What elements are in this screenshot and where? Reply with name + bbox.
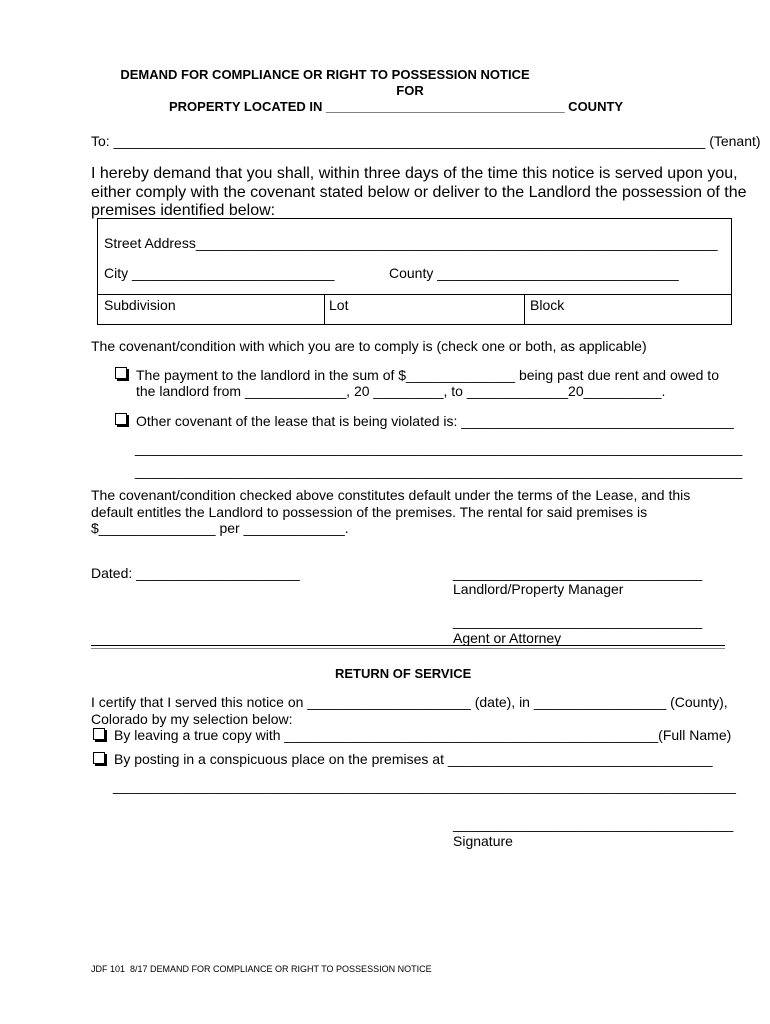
signature-label: Signature — [453, 833, 513, 849]
cell-divider-2 — [524, 294, 525, 325]
payment-option-line-2[interactable]: the landlord from _____________, 20 _________, to _____________20__________. — [136, 383, 666, 399]
street-address-field[interactable]: Street Address___________________________________________________________________ — [104, 235, 718, 251]
title-line-2: FOR — [396, 83, 424, 98]
demand-line-3: premises identified below: — [91, 202, 276, 219]
lot-field[interactable]: Lot — [329, 297, 349, 313]
demand-line-1: I hereby demand that you shall, within three days of the time this notice is served upon you, — [91, 165, 738, 182]
true-copy-line[interactable]: By leaving a true copy with ________________________________________________(Full Name) — [114, 727, 732, 743]
section-separator-bottom — [91, 648, 725, 649]
certify-line-2: Colorado by my selection below: — [91, 711, 293, 727]
block-field[interactable]: Block — [530, 297, 565, 313]
county-field[interactable]: County _______________________________ — [389, 265, 679, 281]
address-divider — [98, 294, 731, 295]
default-line-2: default entitles the Landlord to possession of the premises. The rental for said premises is — [91, 504, 648, 520]
true-copy-checkbox[interactable] — [93, 728, 105, 740]
landlord-signature-line[interactable]: ________________________________ — [453, 565, 703, 581]
city-field[interactable]: City __________________________ — [104, 265, 335, 281]
demand-line-2: either comply with the covenant stated below or deliver to the Landlord the possession of the — [91, 184, 747, 201]
other-covenant-blank-2[interactable]: ______________________________________________________________________________ — [135, 463, 743, 479]
title-line-1: DEMAND FOR COMPLIANCE OR RIGHT TO POSSESSION NOTICE — [120, 67, 530, 82]
other-covenant-line[interactable]: Other covenant of the lease that is being violated is: ___________________________________ — [136, 413, 734, 429]
tenant-line[interactable]: To: ____________________________________________________________________________ (Tenant) — [91, 133, 761, 149]
return-of-service-heading: RETURN OF SERVICE — [335, 666, 472, 681]
agent-signature-line[interactable]: ________________________________ — [453, 613, 703, 629]
posting-checkbox[interactable] — [93, 752, 105, 764]
rental-amount-line[interactable]: $_______________ per _____________. — [91, 520, 349, 536]
title-line-3: PROPERTY LOCATED IN _________________________________ COUNTY — [169, 99, 624, 114]
section-separator-top — [91, 645, 725, 646]
form-footer: JDF 101 8/17 DEMAND FOR COMPLIANCE OR RIGHT TO POSSESSION NOTICE — [91, 964, 432, 974]
premises-address-box — [97, 218, 732, 325]
other-covenant-checkbox[interactable] — [115, 413, 127, 425]
agent-label: Agent or Attorney — [453, 630, 562, 646]
posting-blank[interactable]: ________________________________________________________________________________ — [113, 778, 736, 794]
posting-line[interactable]: By posting in a conspicuous place on the premises at __________________________________ — [114, 751, 713, 767]
covenant-intro: The covenant/condition with which you are to comply is (check one or both, as applicable) — [91, 338, 647, 354]
default-line-1: The covenant/condition checked above constitutes default under the terms of the Lease, and this — [91, 487, 691, 503]
landlord-label: Landlord/Property Manager — [453, 581, 624, 597]
certify-line-1[interactable]: I certify that I served this notice on _____________________ (date), in _________________ (County), — [91, 694, 728, 710]
cell-divider-1 — [324, 294, 325, 325]
server-signature-line[interactable]: ____________________________________ — [453, 816, 734, 832]
other-covenant-blank-1[interactable]: ______________________________________________________________________________ — [135, 440, 743, 456]
subdivision-field[interactable]: Subdivision — [104, 297, 176, 313]
payment-option-line-1[interactable]: The payment to the landlord in the sum of $______________ being past due rent and owed to — [136, 367, 719, 383]
payment-checkbox[interactable] — [115, 367, 127, 379]
dated-field[interactable]: Dated: _____________________ — [91, 565, 300, 581]
